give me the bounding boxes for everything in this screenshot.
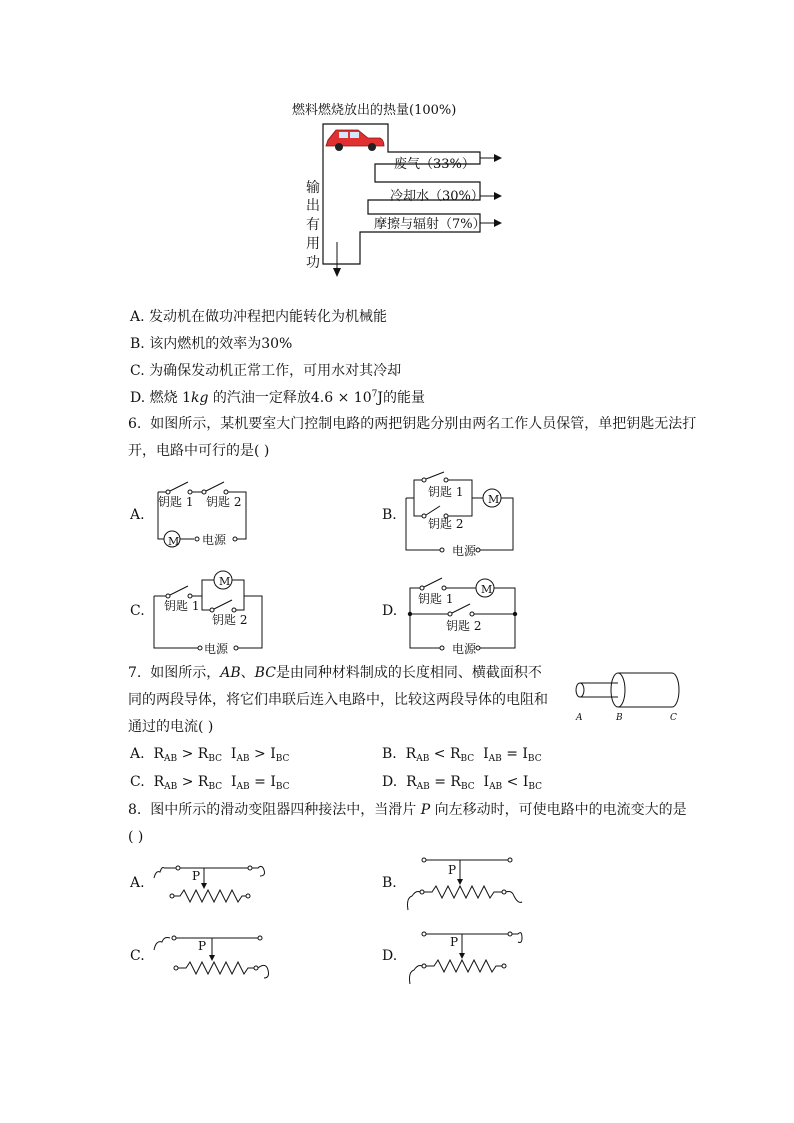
svg-text:C: C	[670, 713, 677, 723]
slider-p-label: P	[448, 863, 457, 877]
svg-text:有: 有	[306, 217, 320, 233]
cooling-label: 冷却水（30%）	[390, 189, 484, 204]
relation-expression: $R_{AB} > R_{BC}$	[153, 774, 223, 792]
energy-flow-diagram	[280, 92, 520, 282]
q8-stem: 8. 图中所示的滑动变阻器四种接法中，当滑片 P 向左移动时，可使电路中的电流变大的是 ( )	[128, 802, 687, 845]
q8-rheostat-d[interactable]	[402, 924, 532, 988]
svg-text:出: 出	[306, 198, 320, 214]
work-arrow-head	[333, 268, 341, 277]
q5-option-c[interactable]: C. 为确保发动机正常工作，可用水对其冷却	[130, 363, 402, 379]
energy-title: 燃料燃烧放出的热量(100%)	[292, 103, 457, 118]
q6-stem	[128, 411, 698, 465]
q8-label-d[interactable]: D.	[382, 948, 398, 964]
relation-expression: $I_{AB} = I_{BC}$	[231, 774, 290, 792]
svg-text:B: B	[616, 713, 623, 723]
q7-option-a[interactable]: A. $R_{AB} > R_{BC}$ $I_{AB} > I_{BC}$	[130, 746, 290, 764]
key2-label: 钥匙 2	[212, 613, 248, 627]
q8-rheostat-a[interactable]	[150, 858, 270, 910]
q6-number: 6.	[128, 416, 142, 432]
power-label: 电源	[202, 533, 227, 547]
key1-label: 钥匙 1	[418, 592, 454, 606]
motor-symbol: M	[488, 493, 500, 506]
svg-text:A: A	[576, 713, 583, 723]
q7-option-c[interactable]: C. $R_{AB} > R_{BC}$ $I_{AB} = I_{BC}$	[130, 774, 290, 792]
key1-label: 钥匙 1	[164, 599, 200, 613]
q6-circuit-d[interactable]	[400, 572, 524, 658]
relation-expression: $R_{AB} > R_{BC}$	[153, 746, 222, 764]
svg-text:功: 功	[306, 255, 320, 271]
q6-stem-line2: 开，电路中可行的是( )	[128, 443, 270, 459]
motor-symbol: M	[168, 535, 180, 548]
svg-text:用: 用	[306, 236, 320, 252]
q7-stem: 7. 如图所示，AB、BC是由同种材料制成的长度相同、横截面积不 同的两段导体，将它们串联后连入电路中，比较这两段导体的电阻和 通过的电流( )	[128, 665, 548, 735]
exhaust-arrow-head	[494, 154, 502, 162]
q6-label-d[interactable]: D.	[382, 603, 398, 619]
q6-label-c[interactable]: C.	[130, 603, 145, 619]
car-icon	[326, 130, 384, 151]
q5-option-a[interactable]: A. 发动机在做功冲程把内能转化为机械能	[130, 309, 388, 325]
q6-circuit-b[interactable]	[400, 470, 520, 560]
key1-label: 钥匙 1	[428, 485, 464, 499]
power-label: 电源	[452, 544, 477, 558]
power-label: 电源	[204, 642, 229, 656]
q5-d-unit: kg	[190, 390, 209, 406]
relation-expression: $I_{AB} = I_{BC}$	[483, 746, 542, 764]
relation-expression: $R_{AB} = R_{BC}$	[406, 774, 475, 792]
q7-number: 7.	[128, 665, 142, 681]
relation-expression: $I_{AB} > I_{BC}$	[230, 746, 290, 764]
q8-label-b[interactable]: B.	[382, 875, 397, 891]
q8-label-a[interactable]: A.	[130, 875, 145, 891]
q6-label-b[interactable]: B.	[382, 507, 397, 523]
useful-work-label	[306, 180, 320, 271]
q6-label-a[interactable]: A.	[130, 507, 145, 523]
q5-d-exp: 7	[371, 389, 378, 400]
q5-option-b[interactable]: B. 该内燃机的效率为30%	[130, 336, 293, 352]
q5-d-mid: 的汽油一定释放4.6 × 10	[208, 390, 372, 406]
slider-p-label: P	[198, 939, 207, 953]
relation-expression: $I_{AB} < I_{BC}$	[483, 774, 543, 792]
power-label: 电源	[452, 642, 477, 656]
q8-label-c[interactable]: C.	[130, 948, 145, 964]
exhaust-label: 废气（33%）	[394, 157, 475, 172]
conductor-figure	[572, 668, 687, 726]
key2-label: 钥匙 2	[428, 517, 464, 531]
svg-text:输: 输	[306, 180, 320, 196]
q8-number: 8.	[128, 802, 142, 818]
q5-d-prefix: D. 燃烧 1	[130, 390, 191, 406]
q8-rheostat-b[interactable]	[402, 852, 532, 914]
q7-option-d[interactable]: D. $R_{AB} = R_{BC}$ $I_{AB} < I_{BC}$	[382, 774, 543, 792]
q8-rheostat-c[interactable]	[150, 928, 280, 984]
slider-p-label: P	[192, 869, 201, 883]
relation-expression: $R_{AB} < R_{BC}$	[405, 746, 475, 764]
q5-option-d[interactable]	[130, 387, 425, 407]
junction-dot	[408, 612, 412, 616]
friction-label: 摩擦与辐射（7%）	[374, 217, 486, 232]
key2-label: 钥匙 2	[446, 619, 482, 633]
friction-arrow-head	[494, 219, 502, 227]
motor-symbol: M	[481, 583, 493, 596]
q5-d-suffix: J的能量	[377, 390, 425, 406]
cooling-arrow-head	[494, 192, 502, 200]
q6-circuit-a[interactable]	[148, 474, 258, 554]
q6-circuit-c[interactable]	[148, 566, 268, 656]
motor-symbol: M	[219, 575, 231, 588]
q6-stem-line1: 如图所示，某机要室大门控制电路的两把钥匙分别由两名工作人员保管，单把钥匙无法打	[150, 416, 697, 432]
key2-label: 钥匙 2	[206, 495, 242, 509]
junction-dot	[513, 612, 517, 616]
q7-option-b[interactable]: B. $R_{AB} < R_{BC}$ $I_{AB} = I_{BC}$	[382, 746, 542, 764]
slider-p-label: P	[450, 935, 459, 949]
key1-label: 钥匙 1	[158, 495, 194, 509]
